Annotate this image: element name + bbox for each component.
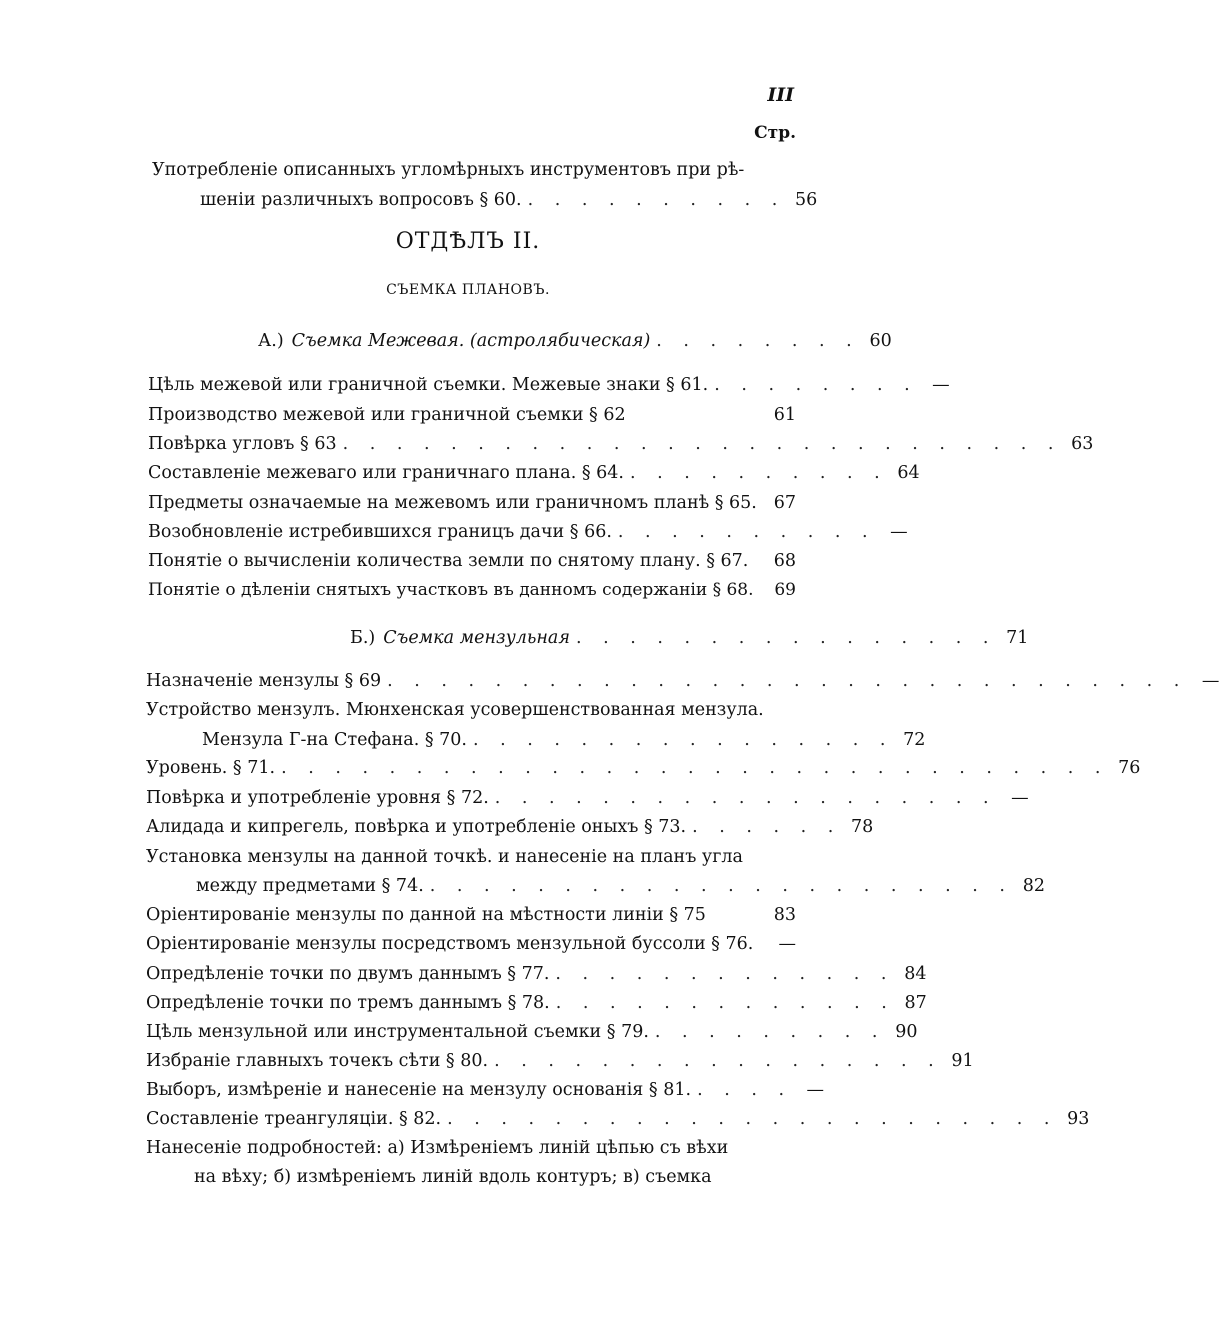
leader-dots: . . . . . . . . . . [527,190,786,210]
leader-dots: . . . . . . . . . . . . . . . . . . . . . . . [447,1109,1058,1129]
leader-dots: . . . . . . [692,817,842,837]
pages-column-header: Стр. [754,123,796,143]
toc-entry-page: 69 [774,580,796,600]
toc-entry [146,933,796,955]
toc-entry [146,1108,1090,1130]
toc-entry-text: Оріентированіе мензулы по данной на мѣстности линіи § 75 [146,905,706,925]
leader-dots: . . . . . . . . . . . . . [555,964,895,984]
leader-dots: . . . . . . . . . . . . . . . . . [494,1051,942,1071]
toc-entry-text: Мензула Г-на Стефана. § 70. [202,730,467,750]
toc-entry [148,462,920,484]
part-b-page: 71 [1006,628,1029,648]
toc-entry-page: — [1011,788,1029,808]
toc-entry-page: 78 [851,817,874,837]
toc-entry-text: Выборъ, измѣреніе и нанесеніе на мензулу основанія § 81. [146,1080,692,1100]
toc-entry-page: 93 [1067,1109,1090,1129]
leader-dots: . . . . . . . . . . . . . . . . [575,628,997,648]
toc-entry [146,904,796,926]
leader-dots: . . . . . . . . . . . . . . . . . . . [494,788,997,808]
leader-dots: . . . . . . . . [656,331,860,351]
toc-entry-text: Цѣль межевой или граничной съемки. Межевые знаки § 61. [148,375,709,395]
toc-entry [200,189,818,211]
toc-entry-page: 76 [1118,758,1141,778]
toc-entry-page: 64 [897,463,920,483]
toc-entry-text: Составленіе треангуляціи. § 82. [146,1109,442,1129]
toc-entry-page: 91 [951,1051,974,1071]
toc-entry-text: Уровень. § 71. [146,758,276,778]
leader-dots: . . . . [697,1080,793,1100]
toc-entry-page: — [778,934,796,954]
toc-entry [194,1166,796,1188]
toc-entry [202,729,926,751]
toc-entry-text: шеніи различныхъ вопросовъ § 60. [200,190,522,210]
toc-entry-text: Понятіе о дѣленіи снятыхъ участковъ въ данномъ содержаніи § 68. [148,580,754,600]
toc-entry-text: Избраніе главныхъ точекъ сѣти § 80. [146,1051,489,1071]
toc-entry-page: — [932,375,950,395]
part-a-prefix: А.) [258,331,284,351]
leader-dots: . . . . . . . . . [654,1022,886,1042]
leader-dots: . . . . . . . . . . . . . . . . . . . . . . . . . . . . . . [387,671,1188,691]
toc-entry-page: 84 [904,964,927,984]
part-b-prefix: Б.) [350,628,376,648]
toc-entry-text: Понятіе о вычисленіи количества земли по снятому плану. § 67. [148,551,749,571]
toc-entry-text: Составленіе межеваго или граничнаго плана. § 64. [148,463,624,483]
toc-entry-page: 68 [773,551,796,571]
leader-dots: . . . . . . . . . . . . . [555,993,895,1013]
toc-entry-text: Повѣрка и употребленіе уровня § 72. [146,788,489,808]
toc-entry [146,1021,918,1043]
toc-entry-page: 56 [795,190,818,210]
toc-entry-text: Устройство мензулъ. Мюнхенская усовершенствованная мензула. [146,700,764,720]
leader-dots: . . . . . . . . . . . . . . . . . . . . . . . . . . . . . . . [281,758,1109,778]
intro-entry-line1: Употребленіе описанныхъ угломѣрныхъ инструментовъ при рѣ- [152,160,745,180]
toc-entry-text: на вѣху; б) измѣреніемъ линій вдоль контуръ; в) съемка [194,1167,712,1187]
leader-dots: . . . . . . . . . . [617,522,876,542]
toc-entry-text: Повѣрка угловъ § 63 [148,434,337,454]
part-a-heading [258,330,892,352]
toc-entry-page: — [890,522,908,542]
toc-entry-text: Оріентированіе мензулы посредствомъ мензульной буссоли § 76. [146,934,754,954]
toc-entry-text: Цѣль мензульной или инструментальной съемки § 79. [146,1022,649,1042]
toc-entry [148,521,908,543]
toc-entry [148,433,1094,455]
leader-dots: . . . . . . . . [714,375,918,395]
toc-entry-page: 90 [895,1022,918,1042]
part-b-heading [350,627,1029,649]
toc-entry [146,1079,825,1101]
toc-entry-text: Назначеніе мензулы § 69 [146,671,382,691]
toc-entry [148,404,796,426]
section-subtitle: СЪЕМКА ПЛАНОВЪ. [386,282,550,298]
leader-dots: . . . . . . . . . . [629,463,888,483]
toc-entry-page: 87 [904,993,927,1013]
page-number: III [767,84,794,106]
part-a-title: Съемка Межевая. (астролябическая) [291,331,651,351]
toc-entry [146,670,1219,692]
section-title: ОТДѢЛЪ II. [395,229,541,254]
toc-entry [146,1137,796,1159]
toc-entry [148,550,796,572]
toc-entry [146,699,796,721]
toc-entry [148,374,950,396]
toc-entry-text: Установка мензулы на данной точкѣ. и нанесеніе на планъ угла [146,847,743,867]
toc-entry-text: Предметы означаемые на межевомъ или граничномъ планѣ § 65. [148,493,757,513]
toc-entry [146,992,927,1014]
toc-entry-text: Нанесеніе подробностей: а) Измѣреніемъ линій цѣпью съ вѣхи [146,1138,729,1158]
part-b-title: Съемка мензульная [383,628,570,648]
toc-entry-page: — [1201,671,1219,691]
toc-entry [146,816,874,838]
leader-dots: . . . . . . . . . . . . . . . . . . . . . . [429,876,1013,896]
toc-entry-page: 67 [773,493,796,513]
toc-entry [146,787,1029,809]
toc-entry-page: 63 [1071,434,1094,454]
toc-entry [196,875,1045,897]
leader-dots: . . . . . . . . . . . . . . . . [472,730,894,750]
toc-entry-text: Возобновленіе истребившихся границъ дачи § 66. [148,522,612,542]
toc-entry [146,757,1141,779]
toc-entry-page: 82 [1022,876,1045,896]
part-a-page: 60 [869,331,892,351]
toc-entry [146,846,796,868]
toc-entry [146,1050,974,1072]
toc-entry-text: между предметами § 74. [196,876,424,896]
toc-entry-text: Опредѣленіе точки по двумъ даннымъ § 77. [146,964,550,984]
toc-entry-page: 61 [773,405,796,425]
toc-entry-text: Алидада и кипрегель, повѣрка и употребленіе оныхъ § 73. [146,817,687,837]
toc-entry-text: Опредѣленіе точки по тремъ даннымъ § 78. [146,993,550,1013]
toc-entry [148,579,796,601]
toc-entry-text: Производство межевой или граничной съемки § 62 [148,405,626,425]
toc-entry-page: 83 [773,905,796,925]
toc-entry-page: — [806,1080,825,1100]
toc-entry [146,963,927,985]
leader-dots: . . . . . . . . . . . . . . . . . . . . . . . . . . . [342,434,1062,454]
toc-entry [148,492,796,514]
toc-entry-page: 72 [903,730,926,750]
